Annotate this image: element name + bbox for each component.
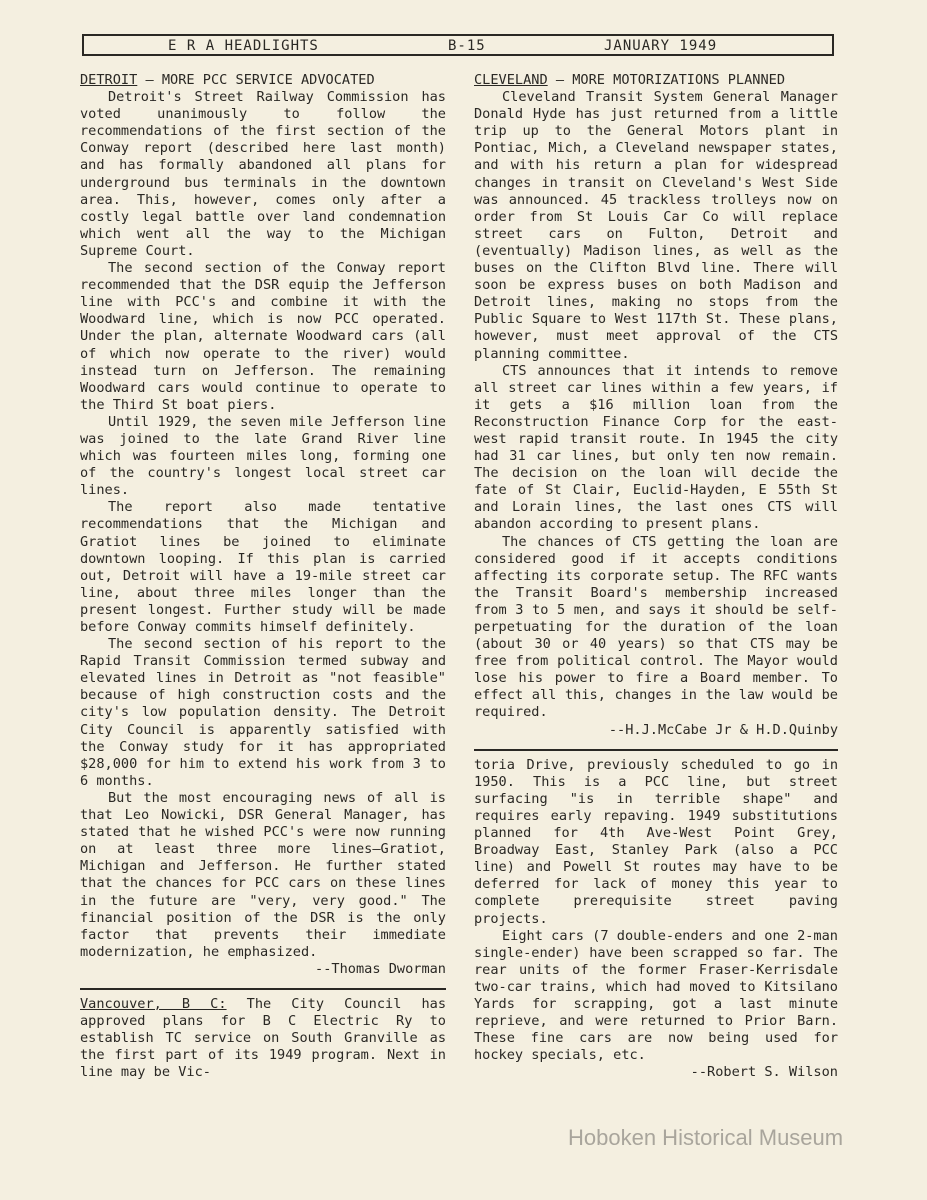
- vancouver-paragraph: Eight cars (7 double-enders and one 2-man single-ender) have been scrapped so far. The rear units of the former Fraser-Kerrisdale two-car trains, which had moved to Kitsilano Yards for scrapping, got a last minute reprieve, and were returned to Prior Barn. These fine cars are now being used for hockey specials, etc.: [474, 927, 838, 1064]
- cleveland-heading: [474, 72, 838, 89]
- vancouver-text: The City Council has approved plans for B C Electric Ry to establish TC service on South Granville as the first part of its 1949 program. Next in line may be Vic-: [80, 995, 447, 1081]
- left-column: [80, 72, 446, 1081]
- cleveland-paragraph: The chances of CTS getting the loan are considered good if it accepts conditions affecting its corporate setup. The RFC wants the Transit Board's membership increased from 3 to 5 men, and says it should be self-perpetuating for the duration of the loan (about 30 or 40 years) so that CTS may be free from political control. The Mayor would lose his power to fire a Board member. To effect all this, changes in the law would be required.: [474, 533, 838, 721]
- cleveland-byline: --H.J.McCabe Jr & H.D.Quinby: [608, 721, 838, 738]
- vancouver-byline: --Robert S. Wilson: [690, 1064, 838, 1081]
- vancouver-article-start: [80, 996, 446, 1081]
- vancouver-label: Vancouver, B C:: [80, 995, 227, 1012]
- museum-watermark: Hoboken Historical Museum: [568, 1125, 844, 1150]
- right-column: [474, 72, 838, 1081]
- detroit-paragraph: Detroit's Street Railway Commission has voted unanimously to follow the recommendations of the first section of the Conway report (described here last month) and has formally abandoned all plans for underground bus terminals in the downtown area. This, however, comes only after a costly legal battle over land condemnation which went all the way to the Michigan Supreme Court.: [80, 89, 446, 259]
- section-divider: [80, 988, 446, 990]
- detroit-heading: [80, 72, 446, 89]
- detroit-paragraph: But the most encouraging news of all is that Leo Nowicki, DSR General Manager, has stated that he wished PCC's were now running on at least three more lines—Gratiot, Michigan and Jefferson. He further stated that the chances for PCC cars on these lines in the future are "very, very good." The financial position of the DSR is the only factor that prevents their immediate modernization, he emphasized.: [80, 789, 446, 960]
- detroit-place: DETROIT: [80, 72, 138, 88]
- cleveland-heading-text: — MORE MOTORIZATIONS PLANNED: [547, 72, 786, 88]
- cleveland-paragraph: Cleveland Transit System General Manager Donald Hyde has just returned from a little trip up to the General Motors plant in Pontiac, Mich, a Cleveland newspaper states, and with his return a plan for widespread changes in transit on Cleveland's West Side was announced. 45 trackless trolleys now on order from St Louis Car Co will replace street cars on Fulton, Detroit and (eventually) Madison lines, as well as the buses on the Clifton Blvd line. There will soon be express buses on both Madison and Detroit lines, making no stops from the Public Square to West 117th St. These plans, however, must meet approval of the CTS planning committee.: [474, 89, 838, 362]
- detroit-paragraph: The report also made tentative recommendations that the Michigan and Gratiot lines be joined to eliminate downtown looping. If this plan is carried out, Detroit will have a 19-mile street car line, about three miles longer than the present longest. Further study will be made before Conway commits himself definitely.: [80, 499, 446, 635]
- newsletter-title: E R A HEADLIGHTS: [168, 38, 319, 54]
- detroit-paragraph: The second section of his report to the Rapid Transit Commission termed subway and elevated lines in Detroit as "not feasible" because of high construction costs and the city's low population density. The Detroit City Council is apparently satisfied with the Conway study for it has appropriated $28,000 for him to extend his work from 3 to 6 months.: [80, 636, 446, 789]
- detroit-byline: --Thomas Dworman: [315, 960, 446, 977]
- detroit-paragraph: The second section of the Conway report recommended that the DSR equip the Jefferson line with PCC's and combine it with the Woodward line, which is now PCC operated. Under the plan, alternate Woodward cars (all of which now operate to the river) would instead turn on Jefferson. The remaining Woodward cars would continue to operate to the Third St boat piers.: [80, 260, 446, 413]
- detroit-paragraph: Until 1929, the seven mile Jefferson line was joined to the late Grand River line which was fourteen miles long, forming one of the country's longest local street car lines.: [80, 413, 446, 499]
- detroit-heading-text: — MORE PCC SERVICE ADVOCATED: [137, 72, 375, 88]
- cleveland-paragraph: CTS announces that it intends to remove all street car lines within a few years, if it gets a $16 million loan from the Reconstruction Finance Corp for the east-west rapid transit route. In 1945 the city had 31 car lines, but only ten now remain. The decision on the loan will decide the fate of St Clair, Euclid-Hayden, E 55th St and Lorain lines, the last ones CTS will abandon according to present plans.: [474, 362, 838, 533]
- section-divider: [474, 749, 838, 751]
- cleveland-place: CLEVELAND: [474, 72, 548, 88]
- page-number: B-15: [448, 38, 486, 54]
- page-header: [82, 34, 834, 56]
- vancouver-continued: toria Drive, previously scheduled to go in 1950. This is a PCC line, but street surfacing "is in terrible shape" and requires early repaving. 1949 substitutions planned for 4th Ave-West Point Grey, Broadway East, Stanley Park (also a PCC line) and Powell St routes may have to be deferred for lack of money this year to complete prerequisite street paving projects.: [474, 756, 838, 927]
- issue-date: JANUARY 1949: [604, 38, 718, 54]
